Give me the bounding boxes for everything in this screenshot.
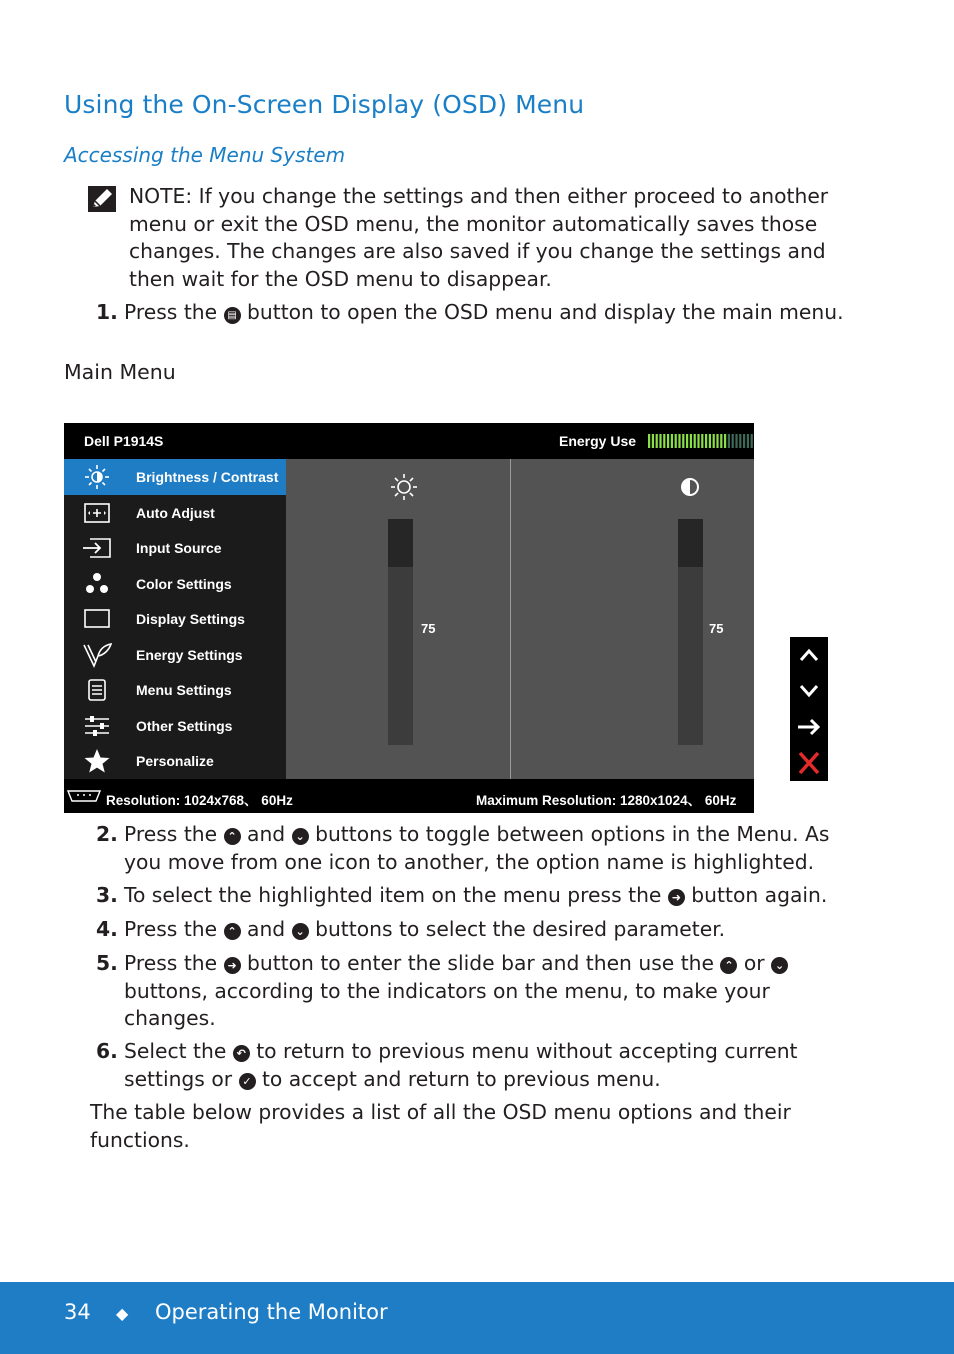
energy-meter-bar bbox=[648, 434, 650, 448]
section-subtitle: Accessing the Menu System bbox=[64, 143, 346, 167]
osd-model-name: Dell P1914S bbox=[84, 433, 164, 449]
down-button-icon: ⌄ bbox=[292, 828, 309, 845]
energy-meter-bar bbox=[694, 434, 696, 448]
maximum-resolution: Maximum Resolution: 1280x1024、 60Hz bbox=[476, 793, 737, 808]
osd-menu-list bbox=[64, 459, 286, 779]
osd-menu-item-label: Personalize bbox=[136, 753, 214, 769]
step-2 bbox=[96, 821, 856, 876]
up-button-icon: ⌃ bbox=[224, 828, 241, 845]
energy-meter-bar bbox=[690, 434, 692, 448]
step-text: to accept and return to previous menu. bbox=[255, 1066, 661, 1091]
footer-section-title: Operating the Monitor bbox=[155, 1300, 388, 1324]
brightness-icon bbox=[82, 464, 112, 490]
energy-meter-bar bbox=[675, 434, 677, 448]
osd-menu-item-auto-adjust[interactable] bbox=[64, 495, 286, 531]
step-text: Select the bbox=[124, 1039, 233, 1063]
slider-unfilled bbox=[388, 519, 413, 567]
osd-footer bbox=[64, 779, 754, 813]
energy-meter-bar bbox=[735, 434, 737, 448]
osd-menu-item-other-settings[interactable] bbox=[64, 708, 286, 744]
energy-meter-bar bbox=[682, 434, 684, 448]
main-menu-label: Main Menu bbox=[64, 360, 176, 384]
down-button-icon: ⌄ bbox=[292, 923, 309, 940]
osd-menu-item-energy-settings[interactable] bbox=[64, 637, 286, 673]
step-text: button to open the OSD menu and display the main menu. bbox=[240, 300, 844, 324]
note-label: NOTE: bbox=[129, 184, 193, 208]
up-button-icon: ⌃ bbox=[224, 923, 241, 940]
brightness-slider[interactable] bbox=[388, 519, 413, 745]
step-text: buttons to toggle between options in the Menu. As you move from one icon to another, the option name is highlighted. bbox=[124, 822, 830, 874]
energy-settings-icon bbox=[82, 642, 112, 668]
osd-header bbox=[64, 423, 754, 459]
step-number: 3. bbox=[96, 883, 118, 907]
step-text: Press the bbox=[124, 917, 224, 941]
personalize-icon bbox=[82, 748, 112, 774]
step-text: Press the bbox=[124, 300, 224, 324]
energy-meter-bar bbox=[671, 434, 673, 448]
menu-settings-icon bbox=[82, 677, 112, 703]
energy-meter-bar bbox=[728, 434, 730, 448]
down-arrow-icon[interactable] bbox=[790, 673, 828, 709]
step-text: and bbox=[240, 822, 292, 846]
brightness-value: 75 bbox=[421, 621, 436, 636]
step-text: Press the bbox=[124, 951, 224, 975]
step-text: Press the bbox=[124, 822, 224, 846]
energy-meter-bar bbox=[720, 434, 722, 448]
energy-meter-bar bbox=[652, 434, 654, 448]
energy-meter-bar bbox=[701, 434, 703, 448]
osd-menu-item-menu-settings[interactable] bbox=[64, 672, 286, 708]
step-5 bbox=[96, 950, 856, 1033]
energy-meter-bar bbox=[739, 434, 741, 448]
energy-meter-bar bbox=[667, 434, 669, 448]
energy-meter-bar bbox=[747, 434, 749, 448]
energy-meter-bar bbox=[709, 434, 711, 448]
footer-separator: ◆ bbox=[116, 1304, 129, 1323]
step-text: buttons, according to the indicators on the menu, to make your changes. bbox=[124, 978, 770, 1030]
step-number: 4. bbox=[96, 917, 118, 941]
energy-meter-bar bbox=[716, 434, 718, 448]
energy-meter-bar bbox=[713, 434, 715, 448]
osd-menu-item-label: Auto Adjust bbox=[136, 504, 215, 521]
osd-menu-item-label: Other Settings bbox=[136, 717, 233, 734]
contrast-icon bbox=[680, 477, 700, 497]
energy-meter-bar bbox=[656, 434, 658, 448]
step-text: buttons to select the desired parameter. bbox=[308, 917, 726, 941]
step-text: or bbox=[737, 951, 772, 975]
step-number: 2. bbox=[96, 822, 118, 846]
osd-menu-item-display-settings[interactable] bbox=[64, 601, 286, 637]
other-settings-icon bbox=[82, 713, 112, 739]
input-source-icon bbox=[82, 535, 112, 561]
energy-meter-bar bbox=[697, 434, 699, 448]
contrast-panel bbox=[511, 459, 754, 779]
osd-menu-item-label: Menu Settings bbox=[136, 682, 232, 698]
energy-meter-bar bbox=[743, 434, 745, 448]
osd-navigation-buttons bbox=[790, 637, 828, 781]
menu-button-icon: ▤ bbox=[224, 307, 241, 324]
right-button-icon: ➜ bbox=[224, 957, 241, 974]
step-number: 6. bbox=[96, 1039, 118, 1063]
brightness-panel bbox=[286, 459, 510, 779]
osd-menu-item-label: Display Settings bbox=[136, 611, 245, 627]
osd-menu-item-color-settings[interactable] bbox=[64, 566, 286, 602]
energy-meter bbox=[648, 434, 754, 448]
table-intro: The table below provides a list of all the OSD menu options and their functions. bbox=[90, 1100, 791, 1152]
vga-connector-icon bbox=[66, 789, 102, 803]
step-text: to return to previous menu without accepting current settings or bbox=[124, 1039, 798, 1091]
up-button-icon: ⌃ bbox=[720, 957, 737, 974]
step-number: 5. bbox=[96, 951, 118, 975]
step-text: button to enter the slide bar and then use the bbox=[240, 951, 721, 975]
contrast-slider[interactable] bbox=[678, 519, 703, 745]
up-arrow-icon[interactable] bbox=[790, 637, 828, 673]
step-text: and bbox=[240, 917, 292, 941]
exit-icon[interactable] bbox=[790, 745, 828, 781]
osd-menu-item-label: Input Source bbox=[136, 540, 222, 556]
step-text: To select the highlighted item on the menu press the bbox=[124, 883, 668, 907]
osd-menu-item-label: Color Settings bbox=[136, 575, 232, 592]
step-3 bbox=[96, 882, 856, 910]
auto-adjust-icon bbox=[82, 500, 112, 526]
osd-menu-item-personalize[interactable] bbox=[64, 743, 286, 779]
energy-meter-bar bbox=[663, 434, 665, 448]
osd-menu-item-label: Energy Settings bbox=[136, 646, 243, 663]
osd-energy-label: Energy Use bbox=[559, 433, 637, 449]
back-button-icon: ↶ bbox=[233, 1045, 250, 1062]
brightness-sun-icon bbox=[390, 473, 418, 501]
page-title: Using the On-Screen Display (OSD) Menu bbox=[64, 90, 585, 119]
step-6 bbox=[96, 1038, 856, 1093]
page-number: 34 bbox=[64, 1300, 91, 1324]
right-arrow-icon[interactable] bbox=[790, 709, 828, 745]
energy-meter-bar bbox=[705, 434, 707, 448]
note-text bbox=[129, 183, 859, 293]
contrast-value: 75 bbox=[709, 621, 724, 636]
page-footer bbox=[0, 1282, 954, 1354]
osd-menu-item-brightness-contrast[interactable] bbox=[64, 459, 286, 495]
energy-meter-bar bbox=[724, 434, 726, 448]
step-number: 1. bbox=[96, 300, 118, 324]
energy-meter-bar bbox=[678, 434, 680, 448]
step-1 bbox=[96, 299, 856, 327]
energy-meter-bar bbox=[751, 434, 753, 448]
note-body: If you change the settings and then either proceed to another menu or exit the OSD menu, the monitor automatically saves those changes. The changes are also saved if you change the settings and then wait for the OSD menu to disappear. bbox=[129, 184, 829, 291]
osd-menu-item-input-source[interactable] bbox=[64, 530, 286, 566]
osd-main-menu-screenshot bbox=[64, 423, 754, 813]
display-settings-icon bbox=[82, 606, 112, 632]
down-button-icon: ⌄ bbox=[771, 957, 788, 974]
right-button-icon: ➜ bbox=[668, 889, 685, 906]
step-4 bbox=[96, 916, 856, 944]
note-pencil-icon bbox=[88, 186, 116, 212]
osd-menu-item-label: Brightness / Contrast bbox=[136, 469, 279, 485]
check-button-icon: ✓ bbox=[239, 1073, 256, 1090]
step-text: button again. bbox=[684, 883, 828, 907]
current-resolution: Resolution: 1024x768、 60Hz bbox=[106, 793, 293, 808]
energy-meter-bar bbox=[686, 434, 688, 448]
energy-meter-bar bbox=[659, 434, 661, 448]
slider-unfilled bbox=[678, 519, 703, 567]
color-settings-icon bbox=[82, 571, 112, 597]
energy-meter-bar bbox=[732, 434, 734, 448]
